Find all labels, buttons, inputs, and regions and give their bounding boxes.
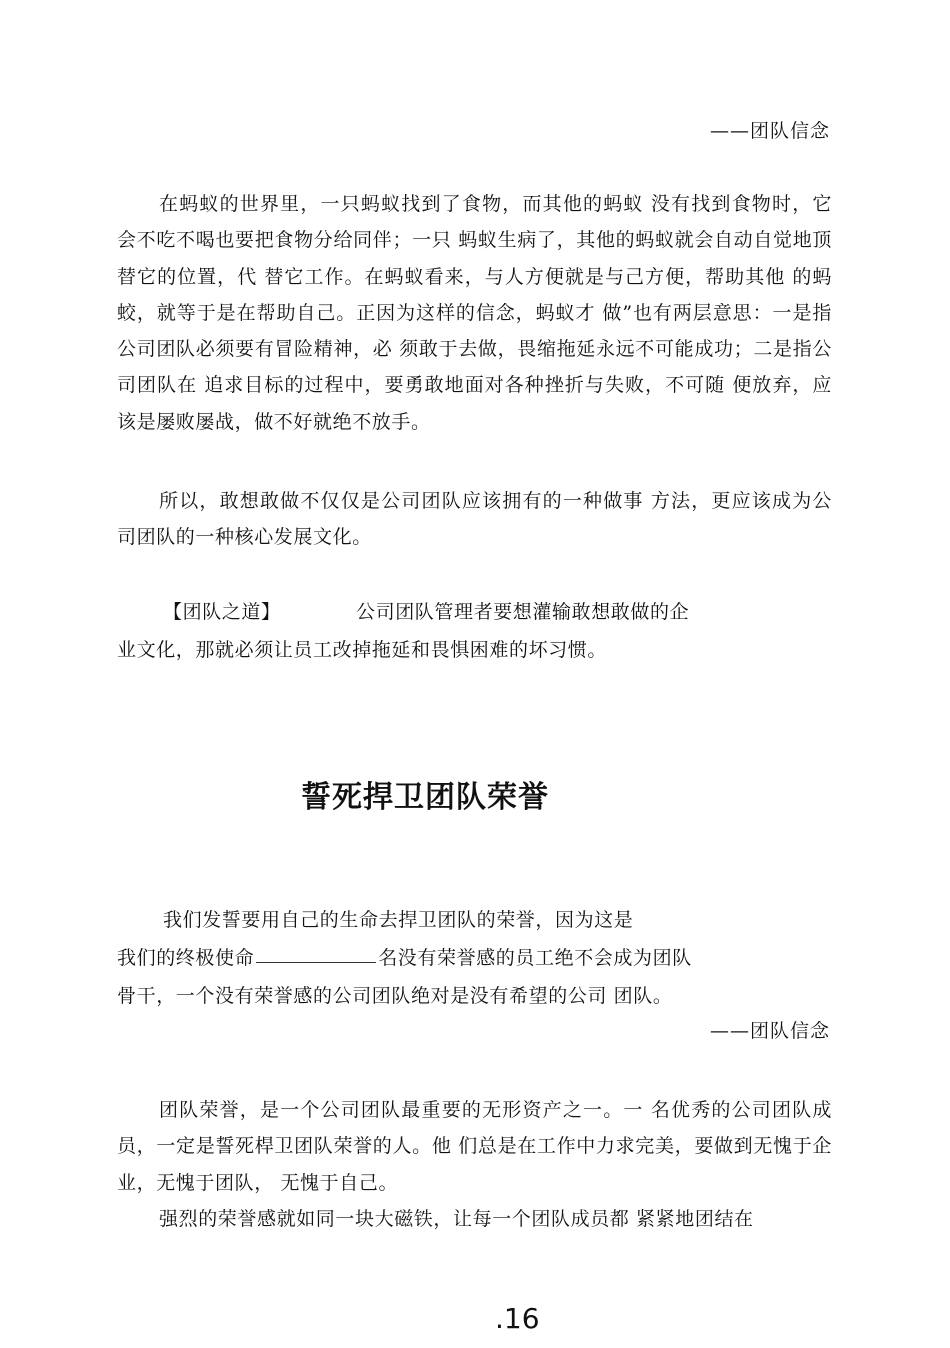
quote-line-2-start: 我们的终极使命 [117, 947, 255, 969]
quote-line-3: 骨干，一个没有荣誉感的公司团队绝对是没有希望的公司 团队。 [117, 985, 673, 1007]
tip-line-1: 公司团队管理者要想灌输敢想敢做的企 [356, 601, 690, 623]
attribution-bottom: ——团队信念 [709, 1020, 830, 1042]
tip-line-2: 业文化，那就必须让员工改掉拖延和畏惧困难的坏习惯。 [117, 639, 608, 661]
body-paragraph-conclusion: 所以，敢想敢做不仅仅是公司团队应该拥有的一种做事 方法，更应该成为公司团队的一种核心发展文化。 [117, 490, 832, 549]
tip-label: 【团队之道】 [163, 601, 281, 623]
attribution-top: ——团队信念 [709, 120, 830, 142]
quote-line-2 [117, 943, 692, 970]
section-title: 誓死捍卫团队荣誉 [301, 780, 549, 815]
body-paragraph-honor: 团队荣誉，是一个公司团队最重要的无形资产之一。一 名优秀的公司团队成员，一定是誓死桿卫团队荣誉的人。他 们总是在工作中力求完美，要做到无愧于企业，无愧于团队， 无愧于自己。 [117, 1099, 832, 1194]
quote-line-2-end: 名没有荣誉感的员工绝不会成为团队 [378, 947, 692, 969]
body-paragraph-magnet: 强烈的荣誉感就如同一块大磁铁，让每一个团队成员都 紧紧地团结在 [159, 1208, 754, 1230]
body-paragraph-ants: 在蚂蚁的世界里，一只蚂蚁找到了食物，而其他的蚂蚁 没有找到食物时，它会不吃不喝也要把食物分给同伴；一只 蚂蚁生病了，其他的蚂蚁就会自动自觉地顶替它的位置，代 替它工作。在蚂蚁看来，与人方便就是与己方便，帮助其他 的蚂蛟，就等于是在帮助自己。正因为这样的信念，蚂蚁才 做”也有两层意思：一是指公司团队必须要有冒险精神，必 须敢于去做，畏缩拖延永远不可能成功；二是指公司团队在 追求目标的过程中，要勇敢地面对各种挫折与失败，不可随 便放弃，应该是屡败屡战，做不好就绝不放手。 [117, 193, 832, 433]
quote-line-1: 我们发誓要用自己的生命去捍卫团队的荣誉，因为这是 [163, 909, 634, 931]
dash-rule [256, 962, 376, 963]
page-number: .16 [495, 1302, 540, 1335]
